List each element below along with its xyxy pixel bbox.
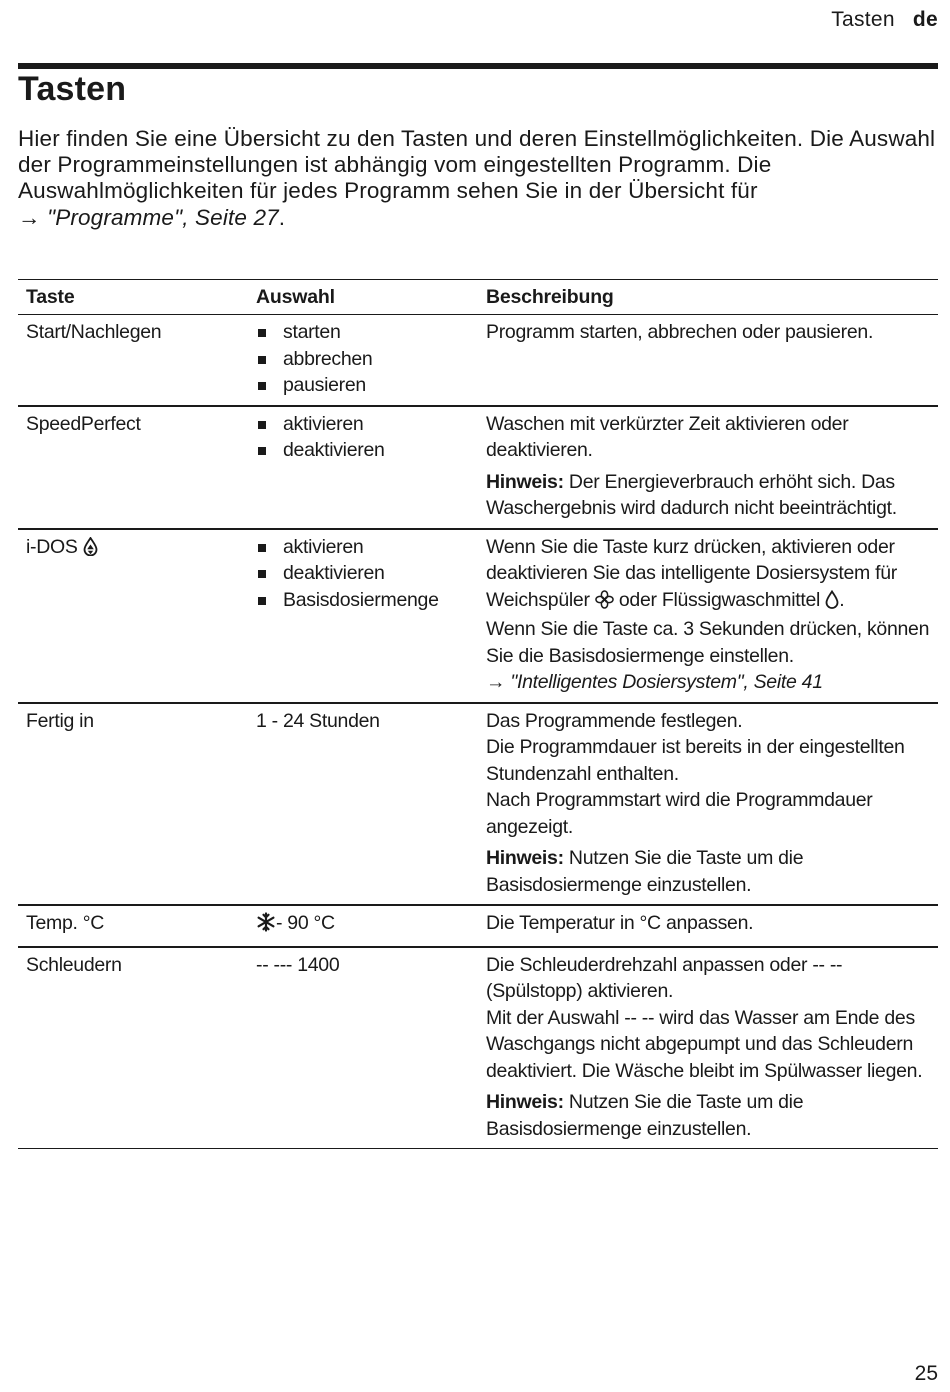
top-rule	[18, 63, 938, 69]
page-title: Tasten	[18, 70, 127, 108]
row-xref[interactable]	[486, 669, 938, 696]
note-label: Hinweis:	[486, 847, 564, 869]
table-header-row	[18, 280, 938, 315]
note-text: Nutzen Sie die Taste um die Basisdosiermenge einzustellen.	[486, 1091, 804, 1140]
note-label: Hinweis:	[486, 470, 564, 493]
table-row	[18, 947, 938, 1149]
row-xref-label: "Intelligentes Dosiersystem", Seite 41	[510, 671, 823, 693]
cell-key: Start/Nachlegen	[26, 321, 162, 343]
cell-selection: 1 - 24 Stunden	[256, 709, 380, 732]
detergent-drop-icon	[825, 590, 839, 617]
cell-key: Fertig in	[26, 709, 94, 732]
buttons-table	[18, 279, 938, 1149]
table-row	[18, 406, 938, 529]
snowflake-icon	[256, 912, 276, 940]
idos-drop-icon	[83, 537, 98, 564]
note	[486, 845, 938, 898]
cell-description	[478, 905, 938, 947]
description-text: Programm starten, abbrechen oder pausieren.	[486, 321, 874, 343]
description-part: Wenn Sie die Taste kurz drücken, aktivieren oder deaktivieren Sie das intelligente Dosiersystem für Weichspüler	[486, 535, 897, 611]
intro-text: Hier finden Sie eine Übersicht zu den Tasten und deren Einstellmöglichkeiten. Die Auswahl der Programmeinstellungen ist abhängig vom eingestellten Programm. Die Auswahlmöglichkeiten für jedes Programm sehen Sie in der Übersicht für	[18, 126, 936, 204]
note-text: Der Energieverbrauch erhöht sich. Das Waschergebnis wird dadurch nicht beeinträchtigt.	[486, 470, 897, 519]
table-row	[18, 315, 938, 406]
cell-key	[18, 529, 248, 703]
running-header-lang: de	[912, 8, 938, 31]
option-list	[256, 534, 478, 614]
option-list	[256, 319, 478, 399]
description-part: oder Flüssigwaschmittel	[618, 588, 821, 611]
cell-description	[478, 406, 938, 529]
table-row	[18, 703, 938, 906]
option-item: aktivieren	[256, 534, 478, 561]
cell-selection	[248, 905, 478, 947]
option-item: deaktivieren	[256, 560, 478, 587]
cell-description	[478, 529, 938, 703]
option-item: Basisdosiermenge	[256, 587, 478, 614]
description-text: Waschen mit verkürzter Zeit aktivieren oder deaktivieren.	[486, 412, 849, 461]
cell-selection	[248, 315, 478, 406]
description-text: Die Schleuderdrehzahl anpassen oder -- -- (Spülstopp) aktivieren.	[486, 953, 843, 1002]
cell-key: Schleudern	[26, 953, 122, 976]
description-part: .	[839, 588, 845, 611]
intro-paragraph	[18, 126, 938, 231]
description-text: Mit der Auswahl -- -- wird das Wasser am Ende des Waschgangs nicht abgepumpt und das Schleudern deaktiviert. Die Wäsche bleibt im Spülwasser liegen.	[486, 1006, 923, 1082]
running-header-section: Tasten	[831, 8, 895, 31]
softener-flower-icon	[595, 590, 614, 617]
xref-arrow: →	[486, 671, 506, 693]
description-text: Wenn Sie die Taste ca. 3 Sekunden drücken, können Sie die Basisdosiermenge einstellen.	[486, 618, 930, 667]
cell-selection	[248, 406, 478, 529]
note-label: Hinweis:	[486, 1091, 564, 1113]
key-label: i-DOS	[26, 535, 78, 558]
cell-key: SpeedPerfect	[26, 412, 141, 435]
option-item: abbrechen	[256, 346, 478, 373]
table-row	[18, 905, 938, 947]
description-text	[486, 534, 938, 617]
note	[486, 1089, 938, 1142]
cell-selection: -- --- 1400	[256, 953, 340, 976]
note	[486, 469, 938, 522]
description-text: Die Programmdauer ist bereits in der eingestellten Stundenzahl enthalten.	[486, 736, 905, 785]
option-list	[256, 411, 478, 464]
intro-xref-label: "Programme", Seite 27	[47, 204, 279, 230]
col-header-description: Beschreibung	[486, 286, 614, 308]
intro-xref-end: .	[278, 204, 286, 230]
cell-description	[478, 947, 938, 1149]
selection-text: - 90 °C	[276, 912, 335, 934]
table-row	[18, 529, 938, 703]
cell-description	[478, 703, 938, 906]
description-text: Nach Programmstart wird die Programmdauer angezeigt.	[486, 789, 873, 838]
cell-description	[478, 315, 938, 406]
col-header-key: Taste	[26, 286, 75, 308]
col-header-selection: Auswahl	[256, 286, 335, 308]
note-text: Nutzen Sie die Taste um die Basisdosiermenge einzustellen.	[486, 847, 804, 896]
option-item: deaktivieren	[256, 437, 478, 464]
page-number: 25	[914, 1362, 938, 1385]
option-item: aktivieren	[256, 411, 478, 438]
option-item: starten	[256, 319, 478, 346]
cell-selection	[248, 529, 478, 703]
description-text: Das Programmende festlegen.	[486, 709, 743, 732]
description-text: Die Temperatur in °C anpassen.	[486, 912, 754, 934]
option-item: pausieren	[256, 372, 478, 399]
xref-arrow: →	[18, 204, 41, 230]
running-header	[831, 8, 938, 32]
intro-xref[interactable]	[18, 205, 279, 230]
cell-key: Temp. °C	[26, 912, 104, 934]
